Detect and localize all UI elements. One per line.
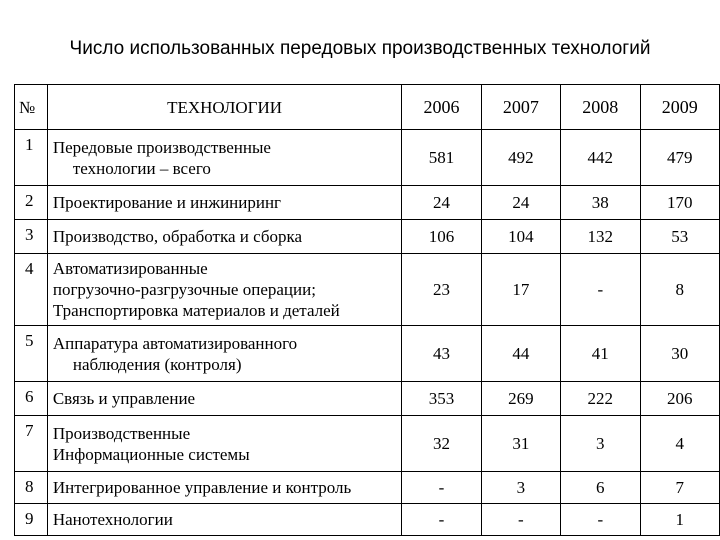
row-number: 7 — [15, 416, 48, 472]
row-value: 41 — [561, 326, 640, 382]
row-value: 492 — [481, 130, 560, 186]
row-value: 17 — [481, 254, 560, 326]
row-value: - — [561, 254, 640, 326]
table-row — [15, 472, 720, 504]
row-value: - — [481, 504, 560, 536]
header-year: 2008 — [561, 85, 640, 130]
technology-line: Производственные — [52, 423, 191, 443]
technology-line: Автоматизированные — [52, 259, 208, 278]
row-value: 4 — [640, 416, 719, 472]
row-technology — [47, 382, 401, 416]
row-value: 6 — [561, 472, 640, 504]
row-value: 1 — [640, 504, 719, 536]
row-value: - — [402, 504, 481, 536]
row-number: 4 — [15, 254, 48, 326]
technology-line: наблюдения (контроля) — [72, 354, 242, 374]
row-value: 3 — [561, 416, 640, 472]
row-value: 442 — [561, 130, 640, 186]
row-value: - — [402, 472, 481, 504]
table-row — [15, 220, 720, 254]
row-value: - — [561, 504, 640, 536]
row-value: 31 — [481, 416, 560, 472]
row-number: 9 — [15, 504, 48, 536]
table-row — [15, 326, 720, 382]
row-technology — [47, 472, 401, 504]
row-value: 269 — [481, 382, 560, 416]
row-number: 5 — [15, 326, 48, 382]
row-value: 479 — [640, 130, 719, 186]
row-technology — [47, 504, 401, 536]
row-value: 24 — [481, 186, 560, 220]
technology-line: Аппаратура автоматизированного — [52, 333, 298, 353]
row-value: 170 — [640, 186, 719, 220]
row-value: 38 — [561, 186, 640, 220]
row-technology — [47, 326, 401, 382]
page-title: Число использованных передовых производственных технологий — [69, 38, 651, 59]
row-value: 24 — [402, 186, 481, 220]
table-row — [15, 186, 720, 220]
row-value: 353 — [402, 382, 481, 416]
header-year: 2006 — [402, 85, 481, 130]
row-value: 132 — [561, 220, 640, 254]
row-value: 32 — [402, 416, 481, 472]
table-row — [15, 416, 720, 472]
technology-line: Информационные системы — [52, 444, 250, 464]
table-row — [15, 382, 720, 416]
row-value: 53 — [640, 220, 719, 254]
row-value: 106 — [402, 220, 481, 254]
row-technology — [47, 416, 401, 472]
technology-line: Интегрированное управление и контроль — [52, 478, 352, 497]
header-year: 2007 — [481, 85, 560, 130]
row-value: 222 — [561, 382, 640, 416]
technology-line: Нанотехнологии — [52, 510, 173, 529]
table-row — [15, 254, 720, 326]
row-value: 44 — [481, 326, 560, 382]
row-value: 23 — [402, 254, 481, 326]
table-row — [15, 130, 720, 186]
row-technology — [47, 130, 401, 186]
row-number: 2 — [15, 186, 48, 220]
technology-line: Связь и управление — [52, 389, 196, 408]
header-technologies: ТЕХНОЛОГИИ — [47, 85, 401, 130]
row-value: 43 — [402, 326, 481, 382]
header-number: № — [15, 85, 48, 130]
row-number: 8 — [15, 472, 48, 504]
technology-line: технологии – всего — [72, 158, 211, 178]
row-number: 6 — [15, 382, 48, 416]
row-value: 8 — [640, 254, 719, 326]
table-row — [15, 504, 720, 536]
row-technology — [47, 254, 401, 326]
row-number: 1 — [15, 130, 48, 186]
technology-line: Транспортировка материалов и деталей — [52, 301, 340, 320]
row-value: 206 — [640, 382, 719, 416]
header-year: 2009 — [640, 85, 719, 130]
table-header-row — [15, 85, 720, 130]
technology-line: Проектирование и инжиниринг — [52, 193, 282, 212]
row-technology — [47, 220, 401, 254]
technology-line: Передовые производственные — [52, 137, 271, 157]
table-body — [15, 130, 720, 536]
row-value: 3 — [481, 472, 560, 504]
row-number: 3 — [15, 220, 48, 254]
row-value: 30 — [640, 326, 719, 382]
row-technology — [47, 186, 401, 220]
technology-line: погрузочно-разгрузочные операции; — [52, 280, 316, 299]
technology-line: Производство, обработка и сборка — [52, 227, 303, 246]
technologies-table — [14, 84, 720, 536]
row-value: 7 — [640, 472, 719, 504]
row-value: 581 — [402, 130, 481, 186]
row-value: 104 — [481, 220, 560, 254]
